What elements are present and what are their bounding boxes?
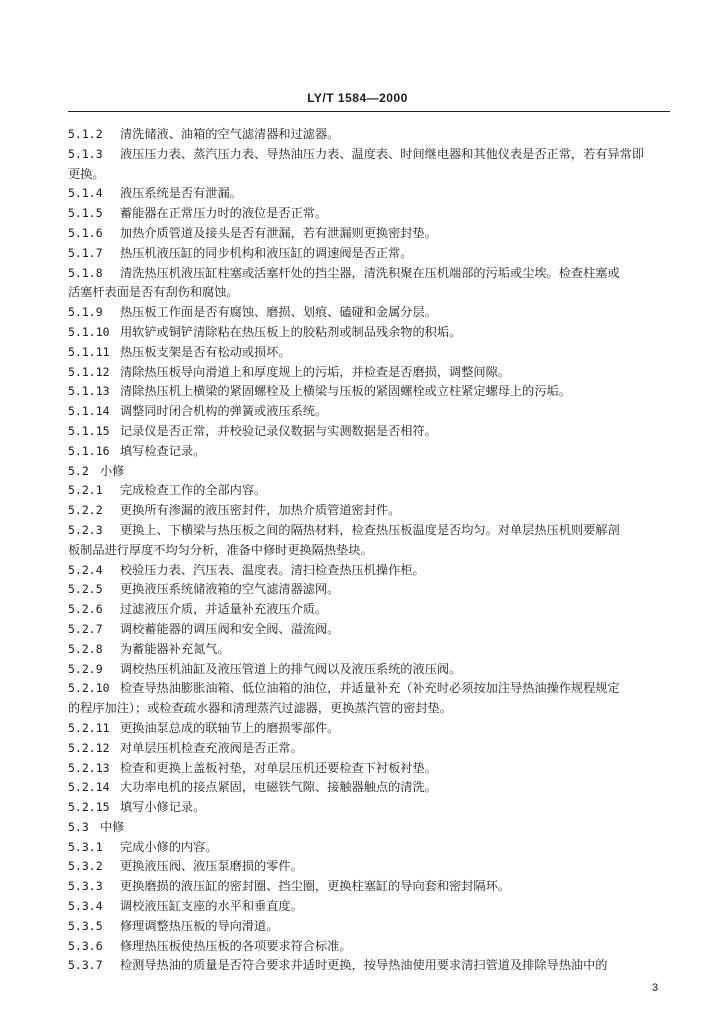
clause-number: 5.3.1 — [68, 839, 103, 854]
clause-item — [68, 323, 672, 343]
clause-item — [68, 145, 672, 165]
clause-item — [68, 897, 672, 917]
clause-item — [68, 303, 672, 323]
clause-number: 5.1.15 — [68, 423, 110, 438]
clause-number: 5.1.7 — [68, 245, 103, 260]
clause-item — [68, 402, 672, 422]
clause-text: 清除热压机上横梁的紧固螺栓及上横梁与压板的紧固螺栓或立柱紧定螺母上的污垢。 — [120, 384, 571, 399]
clause-text: 更换液压系统储液箱的空气滤清器滤网。 — [120, 582, 340, 597]
clause-text: 小修 — [100, 463, 125, 478]
clause-number: 5.1.6 — [68, 225, 103, 240]
clause-text: 填写小修记录。 — [120, 800, 206, 815]
page-number: 3 — [652, 982, 659, 994]
clause-item — [68, 580, 672, 600]
clause-number: 5.1.4 — [68, 186, 103, 201]
clause-number: 5.1.2 — [68, 127, 103, 141]
clause-number: 5.2.1 — [68, 483, 103, 498]
clause-number: 5.2.3 — [68, 522, 103, 537]
clause-item — [68, 798, 672, 818]
clause-text: 填写检查记录。 — [120, 443, 206, 458]
clause-number: 5.1.10 — [68, 324, 110, 339]
clause-item — [68, 184, 672, 204]
clause-text: 大功率电机的接点紧固，电磁铁气隙、接触器触点的清洗。 — [120, 780, 437, 795]
clause-item — [68, 224, 672, 244]
clause-number: 5.2.10 — [68, 681, 110, 696]
clause-text: 完成小修的内容。 — [120, 839, 218, 854]
clause-item — [68, 204, 672, 224]
clause-item — [68, 481, 672, 501]
clause-item — [68, 561, 672, 581]
clause-text: 为蓄能器补充氮气。 — [120, 641, 230, 656]
document-body — [68, 125, 672, 976]
clause-item — [68, 739, 672, 759]
clause-number: 5.2.9 — [68, 661, 103, 676]
clause-number: 5.2.13 — [68, 760, 110, 775]
clause-number: 5.1.14 — [68, 404, 110, 419]
clause-item — [68, 620, 672, 640]
clause-number: 5.2.7 — [68, 621, 103, 636]
clause-text: 清洗储液、油箱的空气滤清器和过滤器。 — [120, 127, 340, 141]
clause-item — [68, 501, 672, 521]
clause-number: 5.1.9 — [68, 305, 103, 320]
clause-text: 对单层压机检查充液阀是否正常。 — [120, 740, 303, 755]
section-heading — [68, 818, 672, 838]
clause-text: 更换上、下横梁与热压板之间的隔热材料，检查热压板温度是否均匀。对单层热压机则要解剖 — [120, 522, 620, 537]
clause-item — [68, 363, 672, 383]
clause-item — [68, 956, 672, 976]
clause-text: 调校热压机油缸及液压管道上的排气阀以及液压系统的液压阀。 — [120, 661, 462, 676]
clause-text: 清除热压板导向滑道上和厚度规上的污垢，并检查是否磨损，调整间隙。 — [120, 364, 510, 379]
clause-continuation: 的程序加注）；或检查疏水器和清理蒸汽过滤器，更换蒸汽管的密封垫。 — [68, 701, 452, 716]
clause-number: 5.2.14 — [68, 780, 110, 795]
clause-text: 蓄能器在正常压力时的液位是否正常。 — [120, 206, 328, 221]
clause-item — [68, 264, 672, 284]
clause-item — [68, 660, 672, 680]
clause-text: 调校液压缸支座的水平和垂直度。 — [120, 899, 303, 914]
clause-text: 完成检查工作的全部内容。 — [120, 483, 267, 498]
clause-text: 记录仪是否正常，并校验记录仪数据与实测数据是否相符。 — [120, 423, 437, 438]
clause-number: 5.2.15 — [68, 800, 110, 815]
clause-text: 修理调整热压板的导向滑道。 — [120, 918, 279, 933]
header-divider — [68, 111, 670, 112]
clause-number: 5.2 — [68, 463, 89, 478]
clause-text: 更换油泵总成的联轴节上的磨损零部件。 — [120, 720, 340, 735]
clause-item — [68, 521, 672, 541]
clause-number: 5.2.12 — [68, 740, 110, 755]
clause-item — [68, 343, 672, 363]
clause-text: 检查和更换上盖板衬垫，对单层压机还要检查下衬板衬垫。 — [120, 760, 437, 775]
clause-text: 热压机液压缸的同步机构和液压缸的调速阀是否正常。 — [120, 245, 413, 260]
clause-continuation: 活塞杆表面是否有刮伤和腐蚀。 — [68, 285, 239, 300]
clause-continuation: 板制品进行厚度不均匀分析，准备中修时更换隔热垫块。 — [68, 542, 373, 557]
clause-number: 5.3 — [68, 819, 89, 834]
clause-number: 5.1.5 — [68, 206, 103, 221]
clause-item — [68, 600, 672, 620]
clause-number: 5.2.2 — [68, 503, 103, 518]
clause-text: 用软铲或铜铲清除粘在热压板上的胶粘剂或制品残余物的积垢。 — [120, 324, 462, 339]
clause-item — [68, 244, 672, 264]
clause-item — [68, 838, 672, 858]
clause-text: 调校蓄能器的调压阀和安全阀、溢流阀。 — [120, 621, 340, 636]
clause-text: 热压板工作面是否有腐蚀、磨损、划痕、磕碰和金属分层。 — [120, 305, 437, 320]
clause-text: 液压压力表、蒸汽压力表、导热油压力表、温度表、时间继电器和其他仪表是否正常，若有异常即 — [120, 146, 645, 161]
clause-number: 5.1.12 — [68, 364, 110, 379]
clause-item — [68, 719, 672, 739]
clause-text: 检查导热油膨胀油箱、低位油箱的油位，并适量补充（补充时必须按加注导热油操作规程规定 — [120, 681, 620, 696]
clause-number: 5.3.5 — [68, 918, 103, 933]
clause-number: 5.3.6 — [68, 938, 103, 953]
clause-number: 5.2.5 — [68, 582, 103, 597]
clause-text: 热压板支架是否有松动或损坏。 — [120, 344, 291, 359]
clause-item — [68, 937, 672, 957]
clause-number: 5.1.13 — [68, 384, 110, 399]
clause-item — [68, 640, 672, 660]
clause-number: 5.1.16 — [68, 443, 110, 458]
clause-text: 清洗热压机液压缸柱塞或活塞杆处的挡尘器，清洗积聚在压机端部的污垢或尘埃。检查柱塞或 — [120, 265, 620, 280]
clause-text: 修理热压板使热压板的各项要求符合标准。 — [120, 938, 352, 953]
clause-text: 校验压力表、汽压表、温度表。清扫检查热压机操作柜。 — [120, 562, 425, 577]
clause-number: 5.2.11 — [68, 720, 110, 735]
clause-text: 更换磨损的液压缸的密封圈、挡尘圈，更换柱塞缸的导向套和密封隔环。 — [120, 879, 510, 894]
clause-item — [68, 857, 672, 877]
clause-item — [68, 917, 672, 937]
clause-item — [68, 125, 672, 145]
section-heading — [68, 462, 672, 482]
clause-text: 更换所有渗漏的液压密封件，加热介质管道密封件。 — [120, 503, 401, 518]
clause-number: 5.3.7 — [68, 958, 103, 973]
clause-text: 中修 — [100, 819, 125, 834]
clause-text: 过滤液压介质，并适量补充液压介质。 — [120, 602, 328, 617]
clause-number: 5.1.8 — [68, 265, 103, 280]
clause-text: 液压系统是否有泄漏。 — [120, 186, 242, 201]
clause-item — [68, 442, 672, 462]
clause-text: 更换液压阀、液压泵磨损的零件。 — [120, 859, 303, 874]
clause-item — [68, 778, 672, 798]
clause-number: 5.3.2 — [68, 859, 103, 874]
clause-text: 加热介质管道及接头是否有泄漏，若有泄漏则更换密封垫。 — [120, 225, 437, 240]
clause-continuation: 更换。 — [68, 166, 105, 181]
clause-item — [68, 382, 672, 402]
clause-text: 检测导热油的质量是否符合要求并适时更换，按导热油使用要求清扫管道及排除导热油中的 — [120, 958, 608, 973]
clause-item — [68, 877, 672, 897]
clause-number: 5.1.11 — [68, 344, 110, 359]
clause-number: 5.2.6 — [68, 602, 103, 617]
clause-item — [68, 759, 672, 779]
clause-number: 5.1.3 — [68, 146, 103, 161]
clause-number: 5.2.4 — [68, 562, 103, 577]
clause-item — [68, 422, 672, 442]
clause-number: 5.2.8 — [68, 641, 103, 656]
clause-item — [68, 679, 672, 699]
clause-text: 调整同时闭合机构的弹簧或液压系统。 — [120, 404, 328, 419]
standard-number-header: LY/T 1584—2000 — [307, 91, 408, 105]
clause-number: 5.3.3 — [68, 879, 103, 894]
clause-number: 5.3.4 — [68, 899, 103, 914]
